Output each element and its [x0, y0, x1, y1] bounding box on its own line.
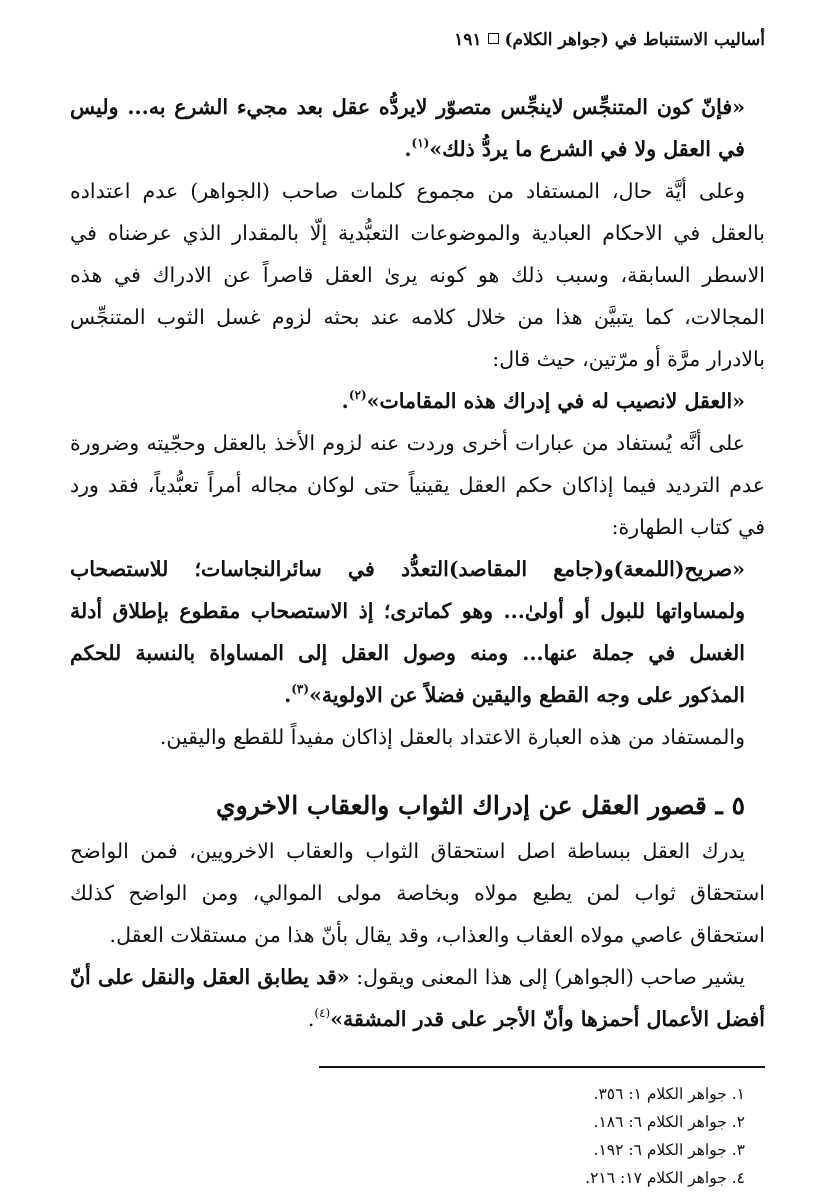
header-title: أساليب الاستنباط في (جواهر الكلام) — [504, 30, 765, 50]
footnote-3: ٣. جواهر الكلام ٦: ١٩٢. — [593, 1140, 745, 1159]
body-paragraph-1: وعلى أيَّة حال، المستفاد من مجموع كلمات صاحب (الجواهر) عدم اعتداده بالعقل في الاحكام العبادية والموضوعات التعبُّدية إلّا بالمقدار الذي عرضناه في الاسطر السابقة، وسبب ذلك هو كونه يرىٰ العقل قاصراً عن الادراك في هذه المجالات، كما يتبيَّن هذا من خلال كلامه عند بحثه لزوم غسل الثوب المتنجِّس بالادرار مرَّة أو مرّتين، حيث قال: — [70, 179, 765, 371]
quote-paragraph-2: «العقل لانصيب له في إدراك هذه المقامات»$^{(٢)}$. — [341, 388, 745, 413]
running-header — [70, 28, 765, 52]
section-quote: «قد يطابق العقل والنقل على أنّ أفضل الأعمال أحمزها وأنّ الأجر على قدر المشقة» — [70, 965, 765, 1031]
footnote-divider — [319, 1066, 765, 1068]
footnote-ref-2: (٢) — [348, 388, 367, 402]
page-number: ١٩١ — [454, 30, 482, 50]
quote-paragraph-3: «صريح(اللمعة)و(جامع المقاصد)التعدُّد في سائرالنجاسات؛ للاستصحاب ولمساواتها للبول أو أولىٰ... وهو كماترى؛ إذ الاستصحاب مقطوع بإطلاق أدلة الغسل في جملة عنها... ومنه وصول العقل إلى المساواة بالنسبة للحكم المذكور على وجه القطع واليقين فضلاً عن الاولوية»$^{(٣)}$. — [70, 557, 745, 707]
section-paragraph-1: يدرك العقل ببساطة اصل استحقاق الثواب والعقاب الاخرويين، فمن الواضح استحقاق ثواب لمن يطيع مولاه وبخاصة مولى الموالي، ومن الواضح كذلك استحقاق عاصي مولاه العقاب والعذاب، وقد يقال بأنّ هذا من مستقلات العقل. — [70, 839, 765, 947]
footnotes — [70, 1080, 765, 1192]
square-separator-icon — [488, 33, 499, 44]
quote-paragraph-1: «فإنّ كون المتنجِّس لاينجِّس متصوّر لايردُّه عقل بعد مجيء الشرع به... وليس في العقل ولا في الشرع ما يردُّ ذلك»$^{(١)}$. — [70, 95, 745, 161]
body-paragraph-3: والمستفاد من هذه العبارة الاعتداد بالعقل إذاكان مفيداً للقطع واليقين. — [159, 725, 745, 749]
section-paragraph-2: يشير صاحب (الجواهر) إلى هذا المعنى ويقول: «قد يطابق العقل والنقل على أنّ أفضل الأعمال أحمزها وأنّ الأجر على قدر المشقة»$^{(٤)}$. — [70, 965, 765, 1031]
footnote-ref-3: (٣) — [291, 682, 310, 696]
footnote-4: ٤. جواهر الكلام ١٧: ٢١٦. — [585, 1168, 745, 1187]
footnote-2: ٢. جواهر الكلام ٦: ١٨٦. — [593, 1112, 745, 1131]
section-heading: ٥ ـ قصور العقل عن إدراك الثواب والعقاب الاخروي — [216, 791, 745, 820]
footnote-ref-1: (١) — [411, 136, 430, 150]
body-paragraph-2: على أنَّه يُستفاد من عبارات أخرى وردت عنه لزوم الأخذ بالعقل وحجّيته وضرورة عدم الترديد فيما إذاكان حكم العقل يقينياً حتى لوكان مجاله أمراً تعبُّدياً، فقد ورد في كتاب الطهارة: — [70, 431, 765, 539]
footnote-ref-4: (٤) — [314, 1006, 331, 1020]
footnote-1: ١. جواهر الكلام ١: ٣٥٦. — [593, 1084, 745, 1103]
